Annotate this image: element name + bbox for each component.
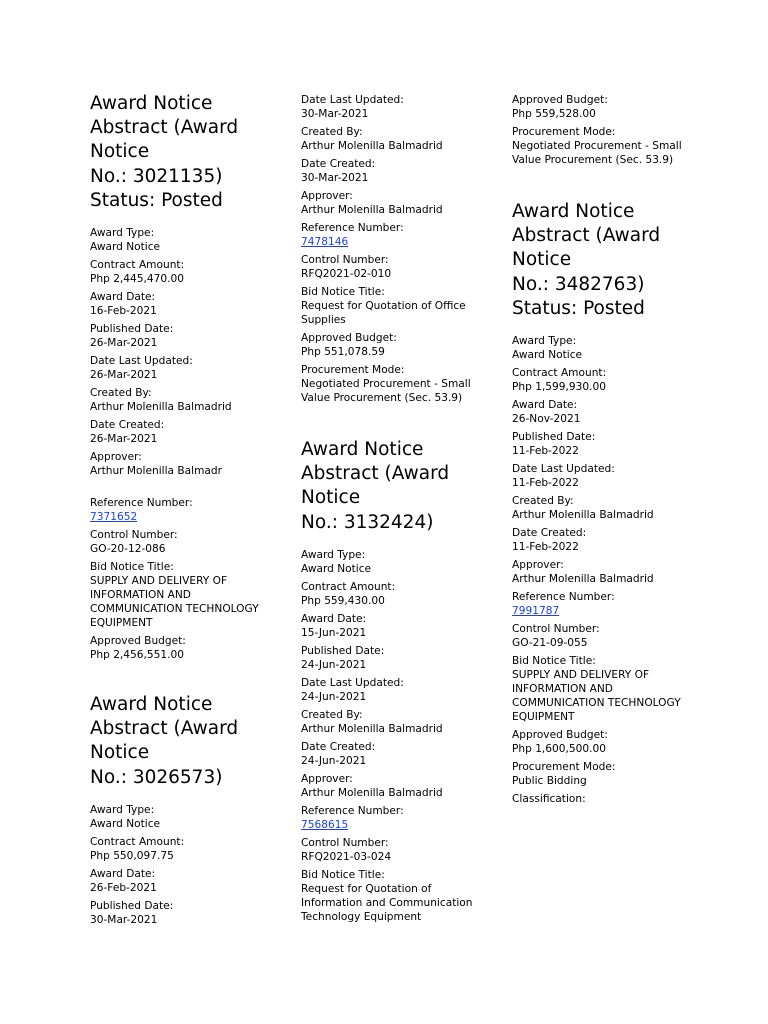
- field-label: Approver:: [301, 190, 353, 202]
- award-notice-3132424: [301, 438, 501, 928]
- field-value: SUPPLY AND DELIVERY OF INFORMATION AND COMMUNICATION TECHNOLOGY EQUIPMENT: [512, 669, 681, 724]
- field-label: Date Created:: [301, 740, 376, 753]
- field-label: Published Date:: [512, 431, 596, 444]
- approver-field: [301, 772, 501, 800]
- field-value: 26-Mar-2021: [90, 433, 158, 446]
- field-label: Bid Notice Title:: [90, 561, 174, 574]
- field-label: Reference Number:: [90, 497, 193, 510]
- field-label: Date Last Updated:: [512, 463, 615, 476]
- field-label: Published Date:: [90, 323, 174, 336]
- field-value: 26-Mar-2021: [90, 369, 158, 382]
- field-label: Date Last Updated:: [301, 676, 404, 689]
- contract-amount-field: [512, 366, 712, 394]
- field-value: Arthur Molenilla Balmadr: [90, 465, 222, 478]
- field-value: Award Notice: [90, 817, 161, 830]
- field-value: Public Bidding: [512, 775, 587, 788]
- reference-number-field: [301, 221, 501, 249]
- field-label: Contract Amount:: [301, 580, 396, 593]
- field-value: 24-Jun-2021: [301, 690, 367, 703]
- published-date-field: [90, 322, 290, 350]
- date-created-field: [301, 157, 501, 185]
- award-date-field: [301, 612, 501, 640]
- reference-number-link[interactable]: 7371652: [90, 511, 138, 524]
- procurement-mode-field: [512, 760, 712, 788]
- contract-amount-field: [90, 258, 290, 286]
- field-label: Reference Number:: [512, 591, 615, 604]
- field-value: Negotiated Procurement - Small Value Procurement (Sec. 53.9): [301, 378, 471, 404]
- field-label: Created By:: [301, 708, 363, 721]
- field-value: Request for Quotation of Office Supplies: [301, 300, 466, 326]
- field-label: Procurement Mode:: [301, 364, 405, 376]
- field-label: Approver:: [301, 772, 353, 785]
- field-label: Award Date:: [90, 291, 156, 304]
- field-label: Classification:: [512, 793, 586, 806]
- field-label: Award Date:: [90, 867, 156, 880]
- field-label: Control Number:: [90, 529, 178, 542]
- contract-amount-field: [90, 835, 290, 863]
- field-label: Award Type:: [90, 227, 155, 240]
- field-value: RFQ2021-03-024: [301, 850, 392, 863]
- approver-field: [512, 558, 712, 586]
- field-label: Award Date:: [301, 612, 367, 625]
- field-value: 30-Mar-2021: [301, 172, 369, 184]
- field-label: Bid Notice Title:: [301, 286, 385, 298]
- field-label: Date Last Updated:: [301, 94, 404, 106]
- date-created-field: [512, 526, 712, 554]
- award-notice-3021135: [90, 92, 290, 666]
- field-label: Contract Amount:: [512, 367, 607, 380]
- field-label: Reference Number:: [301, 804, 404, 817]
- published-date-field: [301, 644, 501, 672]
- field-value: Arthur Molenilla Balmadrid: [301, 140, 443, 152]
- field-value: Php 559,430.00: [301, 594, 385, 607]
- award-type-field: [90, 803, 290, 831]
- field-label: Procurement Mode:: [512, 761, 616, 774]
- date-last-updated-field: [301, 93, 501, 121]
- procurement-mode-field: [512, 125, 712, 167]
- field-label: Control Number:: [512, 623, 600, 636]
- field-value: Arthur Molenilla Balmadrid: [301, 786, 443, 799]
- field-label: Contract Amount:: [90, 259, 185, 272]
- field-label: Award Type:: [301, 548, 366, 561]
- notice-heading: Award Notice Abstract (Award Notice No.: 3026573): [90, 694, 239, 788]
- field-label: Award Date:: [512, 399, 578, 412]
- spacer: [90, 482, 290, 496]
- award-notice-3026573: [90, 693, 290, 931]
- approver-field: [301, 189, 501, 217]
- award-date-field: [90, 290, 290, 318]
- field-label: Reference Number:: [301, 222, 404, 234]
- field-label: Approved Budget:: [512, 729, 608, 742]
- field-label: Approved Budget:: [512, 94, 608, 106]
- field-value: Award Notice: [301, 562, 372, 575]
- field-label: Control Number:: [301, 836, 389, 849]
- award-type-field: [512, 334, 712, 362]
- field-label: Date Created:: [90, 419, 165, 432]
- field-label: Created By:: [301, 126, 363, 138]
- field-value: Arthur Molenilla Balmadrid: [512, 509, 654, 522]
- field-value: 11-Feb-2022: [512, 541, 579, 554]
- approved-budget-field: [512, 93, 712, 121]
- date-last-updated-field: [512, 462, 712, 490]
- award-notice-3026573-continued: [301, 93, 501, 409]
- notice-heading: Award Notice Abstract (Award Notice No.: 3482763) Status: Posted: [512, 201, 661, 319]
- field-value: Php 551,078.59: [301, 346, 385, 358]
- field-value: 26-Nov-2021: [512, 413, 581, 426]
- bid-notice-title-field: [90, 560, 290, 630]
- field-label: Approver:: [90, 451, 142, 464]
- field-value: 26-Feb-2021: [90, 881, 157, 894]
- award-type-field: [301, 548, 501, 576]
- field-value: 26-Mar-2021: [90, 337, 158, 350]
- field-label: Approver:: [512, 559, 564, 572]
- field-label: Award Type:: [90, 803, 155, 816]
- field-value: Php 1,599,930.00: [512, 381, 606, 394]
- date-created-field: [301, 740, 501, 768]
- procurement-mode-field: [301, 363, 501, 405]
- field-label: Approved Budget:: [301, 332, 397, 344]
- field-value: 24-Jun-2021: [301, 754, 367, 767]
- published-date-field: [90, 899, 290, 927]
- field-label: Procurement Mode:: [512, 126, 616, 138]
- notice-heading: Award Notice Abstract (Award Notice No.: 3132424): [301, 439, 450, 533]
- notice-heading: Award Notice Abstract (Award Notice No.: 3021135) Status: Posted: [90, 93, 239, 211]
- reference-number-field: [512, 590, 712, 618]
- field-value: Arthur Molenilla Balmadrid: [512, 573, 654, 586]
- classification-field: [512, 792, 712, 806]
- field-label: Published Date:: [301, 644, 385, 657]
- field-label: Award Type:: [512, 335, 577, 348]
- field-value: Request for Quotation of Information and Communication Technology Equipment: [301, 882, 473, 923]
- control-number-field: [301, 253, 501, 281]
- field-label: Date Created:: [512, 527, 587, 540]
- field-label: Bid Notice Title:: [301, 868, 385, 881]
- field-value: Php 2,456,551.00: [90, 649, 184, 662]
- date-created-field: [90, 418, 290, 446]
- field-value: Php 559,528.00: [512, 108, 596, 120]
- created-by-field: [512, 494, 712, 522]
- reference-number-link[interactable]: 7478146: [301, 236, 349, 248]
- field-value: Php 1,600,500.00: [512, 743, 606, 756]
- field-label: Date Last Updated:: [90, 355, 193, 368]
- field-label: Approved Budget:: [90, 635, 186, 648]
- field-value: 16-Feb-2021: [90, 305, 157, 318]
- field-value: GO-20-12-086: [90, 543, 166, 556]
- field-value: 11-Feb-2022: [512, 477, 579, 490]
- field-value: SUPPLY AND DELIVERY OF INFORMATION AND COMMUNICATION TECHNOLOGY EQUIPMENT: [90, 575, 259, 630]
- field-value: 15-Jun-2021: [301, 626, 367, 639]
- control-number-field: [90, 528, 290, 556]
- award-date-field: [512, 398, 712, 426]
- bid-notice-title-field: [301, 868, 501, 924]
- reference-number-link[interactable]: 7991787: [512, 605, 560, 618]
- date-last-updated-field: [90, 354, 290, 382]
- field-value: Award Notice: [512, 349, 583, 362]
- reference-number-field: [301, 804, 501, 832]
- field-value: Arthur Molenilla Balmadrid: [90, 401, 232, 414]
- approver-field: [90, 450, 290, 478]
- approved-budget-field: [90, 634, 290, 662]
- field-label: Date Created:: [301, 158, 376, 170]
- award-type-field: [90, 226, 290, 254]
- award-notice-3132424-continued: [512, 93, 712, 171]
- published-date-field: [512, 430, 712, 458]
- field-label: Published Date:: [90, 899, 174, 912]
- field-value: GO-21-09-055: [512, 637, 588, 650]
- bid-notice-title-field: [301, 285, 501, 327]
- created-by-field: [301, 125, 501, 153]
- field-label: Control Number:: [301, 254, 389, 266]
- field-value: 11-Feb-2022: [512, 445, 579, 458]
- bid-notice-title-field: [512, 654, 712, 724]
- field-value: Php 2,445,470.00: [90, 273, 184, 286]
- field-value: Award Notice: [90, 241, 161, 254]
- field-value: Arthur Molenilla Balmadrid: [301, 204, 443, 216]
- contract-amount-field: [301, 580, 501, 608]
- award-notice-3482763: [512, 200, 712, 810]
- field-label: Bid Notice Title:: [512, 655, 596, 668]
- field-label: Contract Amount:: [90, 835, 185, 848]
- reference-number-field: [90, 496, 290, 524]
- field-value: 30-Mar-2021: [301, 108, 369, 120]
- field-value: 30-Mar-2021: [90, 913, 158, 926]
- reference-number-link[interactable]: 7568615: [301, 818, 349, 831]
- field-value: Negotiated Procurement - Small Value Procurement (Sec. 53.9): [512, 140, 682, 166]
- field-value: Arthur Molenilla Balmadrid: [301, 722, 443, 735]
- control-number-field: [301, 836, 501, 864]
- field-label: Created By:: [90, 387, 152, 400]
- created-by-field: [90, 386, 290, 414]
- field-value: Php 550,097.75: [90, 849, 174, 862]
- field-value: RFQ2021-02-010: [301, 268, 392, 280]
- date-last-updated-field: [301, 676, 501, 704]
- field-label: Created By:: [512, 495, 574, 508]
- approved-budget-field: [301, 331, 501, 359]
- control-number-field: [512, 622, 712, 650]
- award-date-field: [90, 867, 290, 895]
- field-value: 24-Jun-2021: [301, 658, 367, 671]
- created-by-field: [301, 708, 501, 736]
- approved-budget-field: [512, 728, 712, 756]
